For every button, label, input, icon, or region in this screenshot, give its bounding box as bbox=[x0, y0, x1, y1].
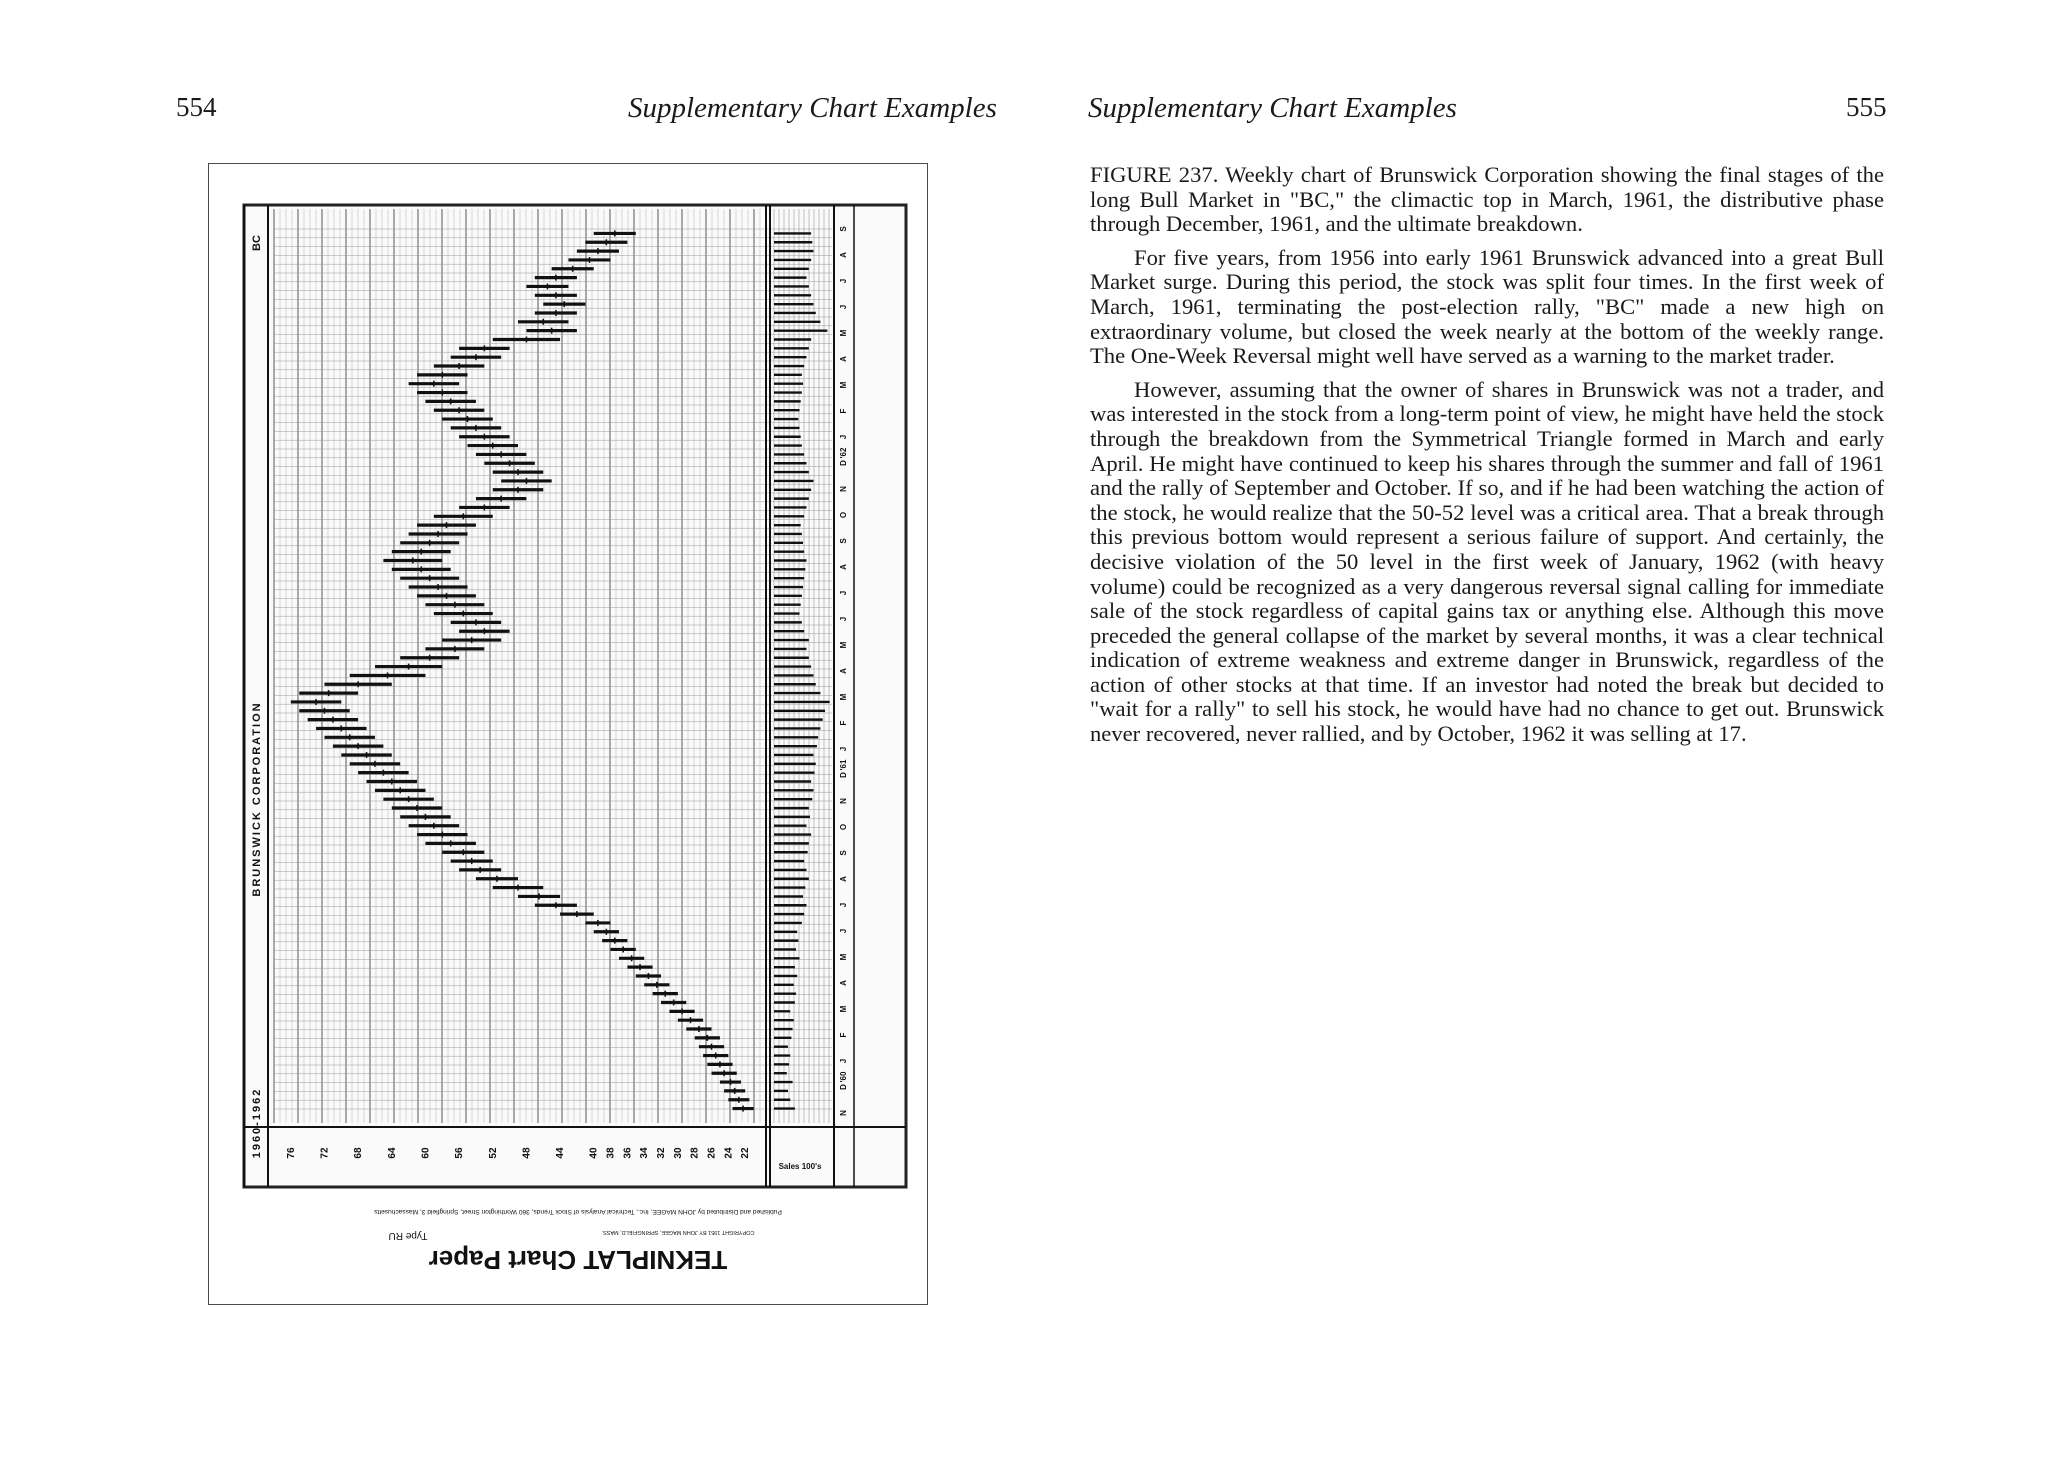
month-label: J bbox=[839, 902, 848, 908]
month-label: M bbox=[839, 641, 848, 649]
month-label: A bbox=[839, 980, 848, 986]
month-label: A bbox=[839, 564, 848, 570]
month-label: J bbox=[839, 304, 848, 310]
price-tick-label: 44 bbox=[555, 1147, 567, 1159]
price-tick-label: 60 bbox=[420, 1147, 432, 1159]
month-label: J bbox=[839, 278, 848, 284]
month-label: A bbox=[839, 356, 848, 362]
chart-period: 1960-1962 bbox=[251, 1087, 263, 1159]
month-label: J bbox=[839, 1058, 848, 1064]
month-label: A bbox=[839, 668, 848, 674]
paragraph-1: For five years, from 1956 into early 1961 Brunswick advanced into a great Bull Market surge. During this period, the stock was split four times. In the first week of March, 1961, terminating the post-election rally, "BC" made a new high on extraordinary volume, but closed the week nearly at the bottom of the weekly range. The One-Week Reversal might well have served as a warning to the market trader. bbox=[1090, 244, 1884, 369]
brunswick-chart-figure bbox=[208, 163, 928, 1305]
year-label: '60 bbox=[839, 1071, 848, 1083]
chart-symbol: BC bbox=[251, 235, 263, 251]
price-tick-label: 56 bbox=[454, 1147, 466, 1159]
price-tick-label: 40 bbox=[588, 1147, 600, 1159]
month-label: J bbox=[839, 928, 848, 934]
figure-caption: FIGURE 237. Weekly chart of Brunswick Corporation showing the final stages of the long Bull Market in "BC," the climactic top in March, 1961, the distributive phase through December, 1961, and the ultimate breakdown. bbox=[1090, 162, 1884, 237]
month-labels bbox=[839, 226, 848, 1116]
month-label: F bbox=[839, 1032, 848, 1038]
month-label: D bbox=[839, 460, 848, 466]
price-tick-label: 36 bbox=[622, 1147, 634, 1159]
month-label: M bbox=[839, 953, 848, 961]
running-head-right: Supplementary Chart Examples bbox=[1088, 92, 1457, 124]
brunswick-weekly-chart bbox=[208, 163, 928, 1305]
month-label: J bbox=[839, 746, 848, 752]
month-label: S bbox=[839, 850, 848, 856]
price-tick-label: 22 bbox=[740, 1147, 752, 1159]
month-label: N bbox=[839, 798, 848, 804]
year-label: '62 bbox=[839, 447, 848, 459]
price-tick-label: 34 bbox=[639, 1147, 651, 1159]
month-label: M bbox=[839, 329, 848, 337]
price-tick-label: 28 bbox=[689, 1147, 701, 1159]
price-tick-label: 24 bbox=[723, 1147, 735, 1159]
month-label: F bbox=[839, 408, 848, 414]
chart-paper-title: TEKNIPLAT Chart Paper bbox=[428, 1245, 728, 1275]
page-number-left: 554 bbox=[176, 92, 217, 122]
price-tick-label: 30 bbox=[672, 1147, 684, 1159]
volume-label: Sales 100's bbox=[778, 1162, 822, 1171]
month-label: N bbox=[839, 1110, 848, 1116]
running-head-left: Supplementary Chart Examples bbox=[628, 92, 997, 124]
month-label: D bbox=[839, 1084, 848, 1090]
price-tick-label: 68 bbox=[353, 1147, 365, 1159]
month-label: A bbox=[839, 252, 848, 258]
price-tick-label: 32 bbox=[656, 1147, 668, 1159]
month-label: S bbox=[839, 226, 848, 232]
month-label: O bbox=[839, 511, 848, 519]
price-tick-label: 76 bbox=[285, 1147, 297, 1159]
price-tick-label: 72 bbox=[319, 1147, 331, 1159]
month-label: J bbox=[839, 434, 848, 440]
month-label: J bbox=[839, 590, 848, 596]
price-tick-label: 52 bbox=[487, 1147, 499, 1159]
page-number-right: 555 bbox=[1846, 92, 1887, 122]
text-column bbox=[1090, 163, 1884, 756]
price-tick-label: 64 bbox=[386, 1147, 398, 1159]
month-label: J bbox=[839, 616, 848, 622]
month-label: O bbox=[839, 823, 848, 831]
month-label: S bbox=[839, 538, 848, 544]
month-label: M bbox=[839, 1005, 848, 1013]
price-tick-label: 38 bbox=[605, 1147, 617, 1159]
month-label: A bbox=[839, 876, 848, 882]
month-label: D bbox=[839, 772, 848, 778]
chart-title: BRUNSWICK CORPORATION bbox=[251, 701, 263, 897]
chart-paper-type: Type RU bbox=[388, 1230, 428, 1241]
month-label: N bbox=[839, 486, 848, 492]
paragraph-2: However, assuming that the owner of shares in Brunswick was not a trader, and was interested in the stock from a long-term point of view, he might have held the stock through the breakdown from the Symmetrical Triangle formed in March and early April. He might have continued to keep his shares through the summer and fall of 1961 and the rally of September and October. If so, and if he had been watching the action of the stock, he would realize that the 50-52 level was a critical area. That a break through this previous bottom would represent a serious failure of support. And certainly, the decisive violation of the 50 level in the first week of January, 1962 (with heavy volume) could be recognized as a very dangerous reversal signal calling for immediate sale of the stock regardless of capital gains tax or anything else. Although this move preceded the general collapse of the market by several months, it was a clear technical indication of extreme weakness and extreme danger in Brunswick, regardless of the action of other stocks at that time. If an investor had noted the break but decided to "wait for a rally" to sell his stock, he would have had no chance to get out. Brunswick never recovered, never rallied, and by October, 1962 it was selling at 17. bbox=[1090, 376, 1884, 747]
price-tick-label: 26 bbox=[706, 1147, 718, 1159]
month-label: F bbox=[839, 720, 848, 726]
month-label: M bbox=[839, 693, 848, 701]
year-label: '61 bbox=[839, 759, 848, 771]
chart-publisher: Published and Distributed by JOHN MAGEE, Inc., Technical Analysis of Stock Trends, 360 Worthington Street, Springfield 3, Massachusetts bbox=[374, 1208, 782, 1215]
month-label: M bbox=[839, 381, 848, 389]
price-tick-label: 48 bbox=[521, 1147, 533, 1159]
chart-copyright: COPYRIGHT 1951 BY JOHN MAGEE, SPRINGFIELD, MASS. bbox=[601, 1229, 755, 1235]
